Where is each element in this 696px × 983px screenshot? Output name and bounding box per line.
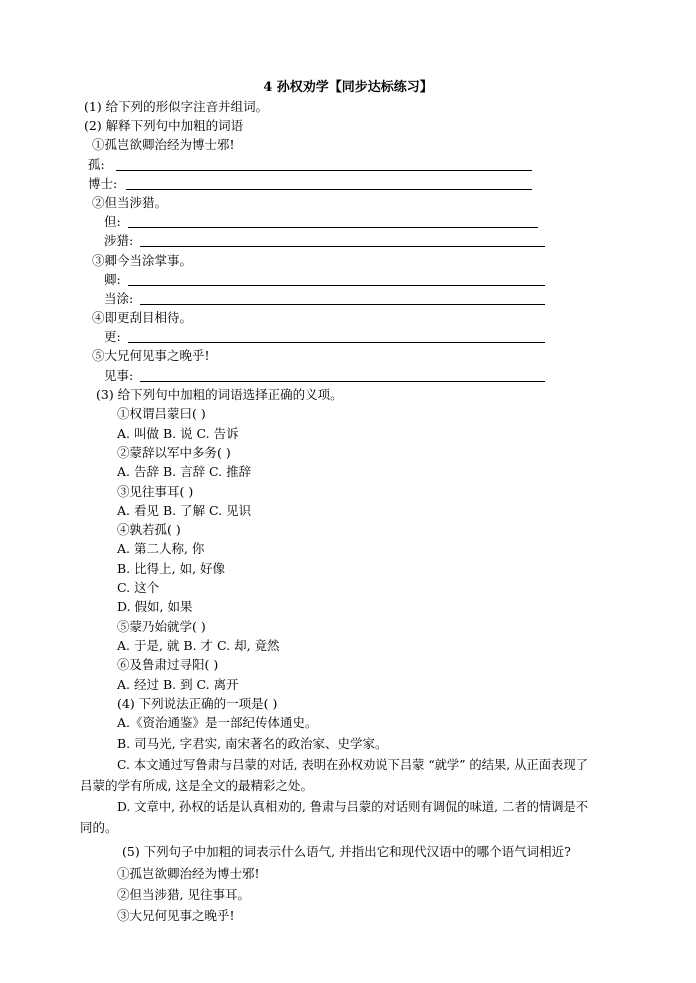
q4-option-a: A.《资治通鉴》是一部纪传体通史。	[117, 715, 318, 730]
q3-sentence: ④孰若孤( )	[117, 522, 181, 537]
answer-blank[interactable]	[140, 304, 545, 305]
answer-blank[interactable]	[128, 342, 545, 343]
q2-sentence-2: ②但当涉猎。	[92, 195, 168, 210]
q3-sentence: ⑥及鲁肃过寻阳( )	[117, 657, 219, 672]
q2-sentence-1: ①孤岂欲卿治经为博士邪!	[92, 137, 235, 152]
page-title: 4 孙权劝学【同步达标练习】	[263, 80, 433, 95]
q3-options: C. 这个	[117, 580, 160, 595]
q3-options: A. 经过 B. 到 C. 离开	[117, 677, 239, 692]
q3-options: A. 告辞 B. 言辞 C. 推辞	[117, 464, 252, 479]
answer-blank[interactable]	[140, 246, 545, 247]
q3-options: D. 假如, 如果	[117, 599, 193, 614]
q2-term-label: 博士:	[88, 176, 118, 191]
q5-sentence: ③大兄何见事之晚乎!	[117, 908, 235, 923]
answer-blank[interactable]	[128, 285, 545, 286]
q2-term-label: 当涂:	[104, 291, 134, 306]
q4-option-b: B. 司马光, 字君实, 南宋著名的政治家、史学家。	[117, 736, 388, 751]
q3-sentence: ②蒙辞以军中多务( )	[117, 445, 231, 460]
q3-options: A. 看见 B. 了解 C. 见识	[117, 503, 252, 518]
question-1-heading: (1) 给下列的形似字注音并组词。	[84, 99, 269, 114]
q4-option-d: D. 文章中, 孙权的话是认真相劝的, 鲁肃与吕蒙的对话则有调侃的味道, 二者的情调是不	[117, 800, 589, 814]
q2-sentence-3: ③卿今当涂掌事。	[92, 253, 193, 268]
q3-sentence: ①权谓吕蒙曰( )	[117, 406, 206, 421]
q2-term-label: 见事:	[104, 368, 134, 383]
answer-blank[interactable]	[126, 189, 532, 190]
q2-sentence-4: ④即更刮目相待。	[92, 310, 193, 325]
q3-options: A. 第二人称, 你	[117, 541, 205, 556]
q4-option-d-continued: 同的。	[80, 820, 118, 835]
q3-options: A. 叫做 B. 说 C. 告诉	[117, 426, 239, 441]
q2-term-label: 卿:	[104, 272, 121, 287]
q2-sentence-5: ⑤大兄何见事之晚乎!	[92, 348, 210, 363]
question-4-heading: (4) 下列说法正确的一项是( )	[117, 696, 278, 711]
answer-blank[interactable]	[128, 227, 538, 228]
q2-term-label: 孤:	[88, 157, 105, 172]
q3-sentence: ⑤蒙乃始就学( )	[117, 619, 206, 634]
question-2-heading: (2) 解释下列句中加粗的词语	[84, 118, 244, 133]
q5-sentence: ①孤岂欲卿治经为博士邪!	[117, 866, 260, 881]
q3-options: B. 比得上, 如, 好像	[117, 561, 226, 576]
q5-sentence: ②但当涉猎, 见往事耳。	[117, 887, 250, 902]
q2-term-label: 更:	[104, 329, 121, 344]
q2-term-label: 但:	[104, 214, 121, 229]
q2-term-label: 涉猎:	[104, 233, 134, 248]
q3-sentence: ③见往事耳( )	[117, 484, 194, 499]
q4-option-c-continued: 吕蒙的学有所成, 这是全文的最精彩之处。	[80, 778, 313, 793]
question-3-heading: (3) 给下列句中加粗的词语选择正确的义项。	[96, 387, 343, 402]
q3-options: A. 于是, 就 B. 才 C. 却, 竟然	[117, 638, 280, 653]
answer-blank[interactable]	[140, 381, 545, 382]
answer-blank[interactable]	[116, 170, 532, 171]
q4-option-c: C. 本文通过写鲁肃与吕蒙的对话, 表明在孙权劝说下吕蒙 “就学” 的结果, 从正面表现了	[117, 758, 588, 772]
question-5-heading: (5) 下列句子中加粗的词表示什么语气, 并指出它和现代汉语中的哪个语气词相近?	[122, 844, 571, 859]
